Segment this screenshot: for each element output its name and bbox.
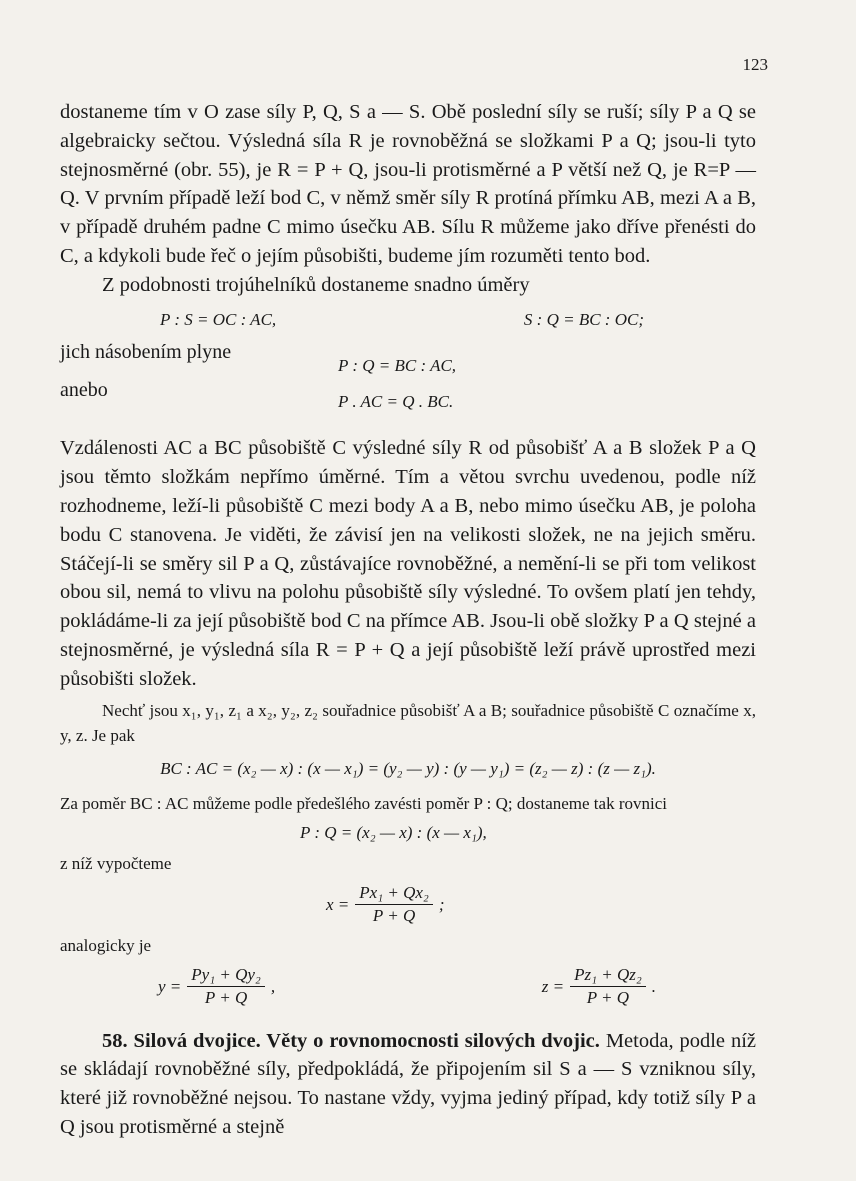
paragraph-1: dostaneme tím v O zase síly P, Q, S a — S. Obě poslední síly se ruší; síly P a Q se algebraicky sečtou. Výsledná síla R je rovnoběžná se složkami P a Q; jsou-li tyto stejnosměrné (obr. 55), je R = P + Q, jsou-li protisměrné a P větší než Q, je R=P — Q. V prvním případě leží bod C, v němž směr síly R protíná přímku AB, mezi A a B, v případě druhém padne C mimo úsečku AB. Sílu R můžeme jako dříve přenésti do C, a kdykoli bude řeč o jejím působišti, budeme jím rozuměti tento bod.	[60, 101, 756, 267]
page-number: 123	[742, 55, 768, 74]
fraction-y-denominator: P + Q	[204, 987, 248, 1007]
fraction-z	[570, 964, 646, 1009]
paragraph-3: Vzdálenosti AC a BC působiště C výsledné síly R od působišť A a B složek P a Q jsou těmto složkám nepřímo úměrné. Tím a větou svrchu uvedenou, podle níž rozhodneme, leží-li působiště C mezi body A a B, nebo mimo úsečku AB, je poloha bodu C stanovena. Je viděti, že závisí jen na velikosti složek, ne na jejich směru. Stáčejí-li se směry sil P a Q, zůstávajíce rovnoběžné, a nemění-li se při tom velikost obou sil, nemá to vlivu na polohu působiště síly výsledné. To ovšem platí jen tehdy, pokládáme-li za její působiště bod C na přímce AB. Jsou-li obě složky P a Q stejné a stejnosměrné, je výsledná síla R = P + Q a její působiště leží právě uprostřed mezi působišti složek.	[60, 437, 756, 690]
eq-z-lhs: z =	[541, 976, 565, 996]
eq-x-tail: ;	[438, 894, 445, 914]
equation-z	[542, 964, 656, 1009]
equation-pq-x: P : Q = (x₂ — x) : (x — x₁),	[300, 822, 487, 842]
label-jich: jich násobením plyne	[60, 341, 232, 364]
fraction-x	[355, 882, 433, 927]
eq-x-lhs: x =	[326, 894, 350, 914]
eq-z-tail: .	[651, 976, 656, 996]
equation-ps: P : S = OC : AC,	[160, 309, 277, 329]
label-anebo: anebo	[60, 379, 108, 402]
small-paragraph-2: Za poměr BC : AC můžeme podle předešlého zavésti poměr P : Q; dostaneme tak rovnici	[60, 793, 667, 813]
section-heading: 58. Silová dvojice. Věty o rovnomocnosti silových dvojic.	[102, 1029, 600, 1052]
eq-y-lhs: y =	[158, 976, 182, 996]
small-print-block	[60, 698, 756, 1009]
equation-x	[60, 882, 756, 927]
section-text: Metoda, podle níž se skládají rovnoběžné síly, předpokládá, že připojením sil S a — S vzniknou síly, které již rovnoběžné nejsou. To nastane vždy, vyjma jediný případ, kdy totiž síly P a Q jsou protisměrné a stejně	[60, 1029, 756, 1138]
equation-ratio-chain: BC : AC = (x₂ — x) : (x — x₁) = (y₂ — y) : (y — y₁) = (z₂ — z) : (z — z₁).	[160, 758, 656, 778]
equation-pac: P . AC = Q . BC.	[338, 392, 454, 412]
fraction-y	[187, 964, 265, 1009]
equation-y	[158, 964, 275, 1009]
equation-row-yz	[60, 964, 756, 1009]
fraction-x-numerator: Px₁ + Qx₂	[355, 882, 433, 905]
small-paragraph-1: Nechť jsou x₁, y₁, z₁ a x₂, y₂, z₂ souřadnice působišť A a B; souřadnice působiště C označíme x, y, z. Je pak	[60, 700, 756, 745]
fraction-z-numerator: Pz₁ + Qz₂	[570, 964, 646, 987]
fraction-y-numerator: Py₁ + Qy₂	[187, 964, 265, 987]
paragraph-2: Z podobnosti trojúhelníků dostaneme snadno úměry	[102, 273, 530, 296]
fraction-z-denominator: P + Q	[586, 987, 630, 1007]
equation-row-1	[60, 306, 756, 335]
equation-block-2	[60, 338, 756, 434]
eq-y-tail: ,	[270, 976, 276, 996]
label-analogicky: analogicky je	[60, 935, 152, 955]
section-58	[60, 1027, 756, 1142]
equation-sq: S : Q = BC : OC;	[523, 309, 644, 329]
page-body	[60, 98, 756, 1142]
equation-pq: P : Q = BC : AC,	[338, 356, 457, 376]
fraction-x-denominator: P + Q	[372, 905, 416, 925]
label-vypocteme: z níž vypočteme	[60, 853, 172, 873]
